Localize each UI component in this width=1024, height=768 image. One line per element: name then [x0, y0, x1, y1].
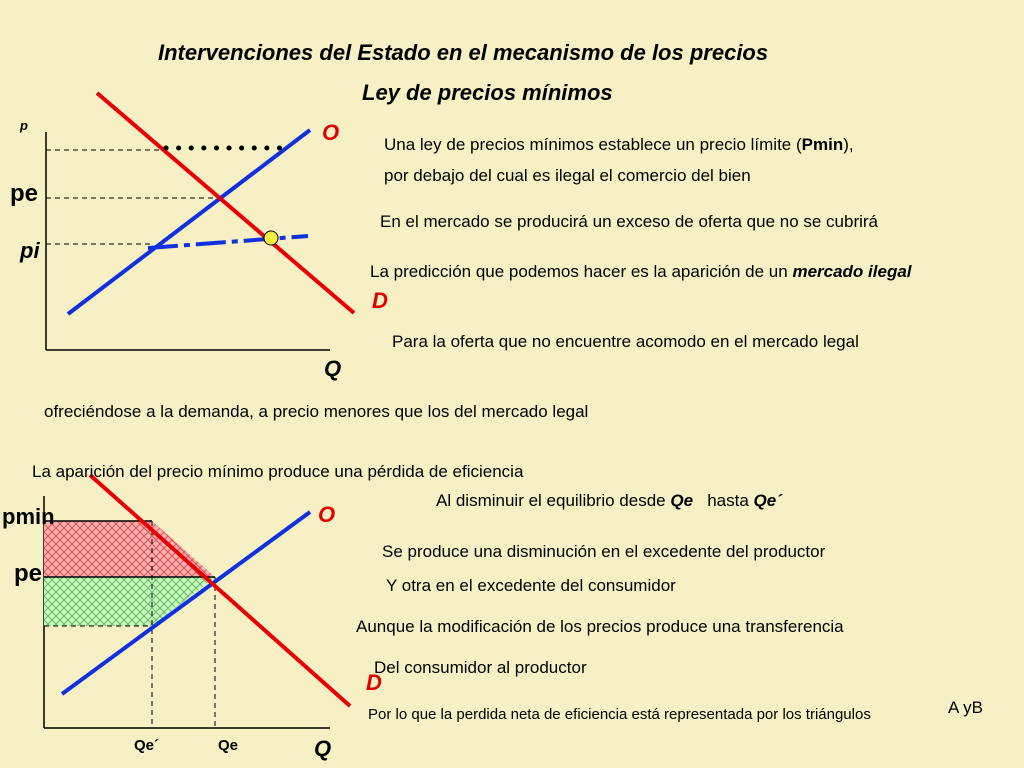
- note-tri-y: y: [963, 698, 972, 717]
- bottom-tick-qe: Qe: [218, 737, 239, 754]
- note-triangles: [948, 698, 983, 718]
- bottom-pmin-label: pmin: [2, 504, 55, 529]
- top-supply-line: [68, 130, 310, 314]
- note-line4: [370, 262, 912, 282]
- note-tri-b: B: [971, 698, 983, 717]
- note-line8-qe: Qe: [670, 491, 694, 510]
- note-line8-qe2: Qe´: [753, 491, 782, 510]
- note-line12: Del consumidor al productor: [374, 658, 587, 677]
- bottom-producer-area: [44, 521, 215, 577]
- note-line8-text: Al disminuir el equilibrio desde: [436, 491, 666, 510]
- note-line1-text: Una ley de precios mínimos establece un precio límite (: [384, 135, 802, 154]
- note-line11: Aunque la modificación de los precios produce una transferencia: [356, 617, 844, 636]
- note-line4-emph: mercado ilegal: [792, 262, 912, 281]
- bottom-supply-label: O: [318, 502, 336, 527]
- bottom-axis-q-label: Q: [314, 736, 332, 761]
- note-line7: La aparición del precio mínimo produce una pérdida de eficiencia: [32, 462, 524, 481]
- note-pmin-symbol: Pmin: [801, 135, 844, 154]
- note-line10: Y otra en el excedente del consumidor: [386, 576, 676, 595]
- note-line8: [436, 491, 782, 511]
- top-demand-line: [97, 93, 354, 313]
- note-line5: Para la oferta que no encuentre acomodo en el mercado legal: [392, 332, 859, 351]
- note-line1: [384, 135, 854, 155]
- top-supply-label: O: [322, 120, 340, 145]
- note-line6: ofreciéndose a la demanda, a precio menores que los del mercado legal: [44, 402, 589, 421]
- top-axis-q-label: Q: [324, 356, 342, 381]
- top-axis-p-label: p: [20, 118, 28, 133]
- bottom-demand-label: D: [366, 670, 382, 695]
- note-line4-text: La predicción que podemos hacer es la aparición de un: [370, 262, 793, 281]
- page-subtitle: Ley de precios mínimos: [362, 80, 613, 105]
- top-pi-label: pi: [20, 238, 40, 263]
- note-line2: por debajo del cual es ilegal el comercio del bien: [384, 166, 751, 185]
- note-line9: Se produce una disminución en el excedente del productor: [382, 542, 826, 561]
- top-illegal-point: [264, 231, 278, 245]
- note-line8-hasta: hasta: [707, 491, 749, 510]
- top-illegal-market-line: [148, 236, 308, 248]
- top-demand-label: D: [372, 288, 388, 313]
- note-tri-a: A: [948, 698, 959, 717]
- page-title: Intervenciones del Estado en el mecanismo de los precios: [158, 40, 769, 65]
- top-pe-label: pe: [10, 180, 39, 207]
- note-line13: Por lo que la perdida neta de eficiencia está representada por los triángulos: [368, 706, 871, 723]
- bottom-pe-label: pe: [14, 560, 43, 587]
- note-line1-end: ),: [843, 135, 854, 154]
- note-line3: En el mercado se producirá un exceso de oferta que no se cubrirá: [380, 212, 879, 231]
- bottom-tick-qe2: Qe´: [134, 737, 160, 754]
